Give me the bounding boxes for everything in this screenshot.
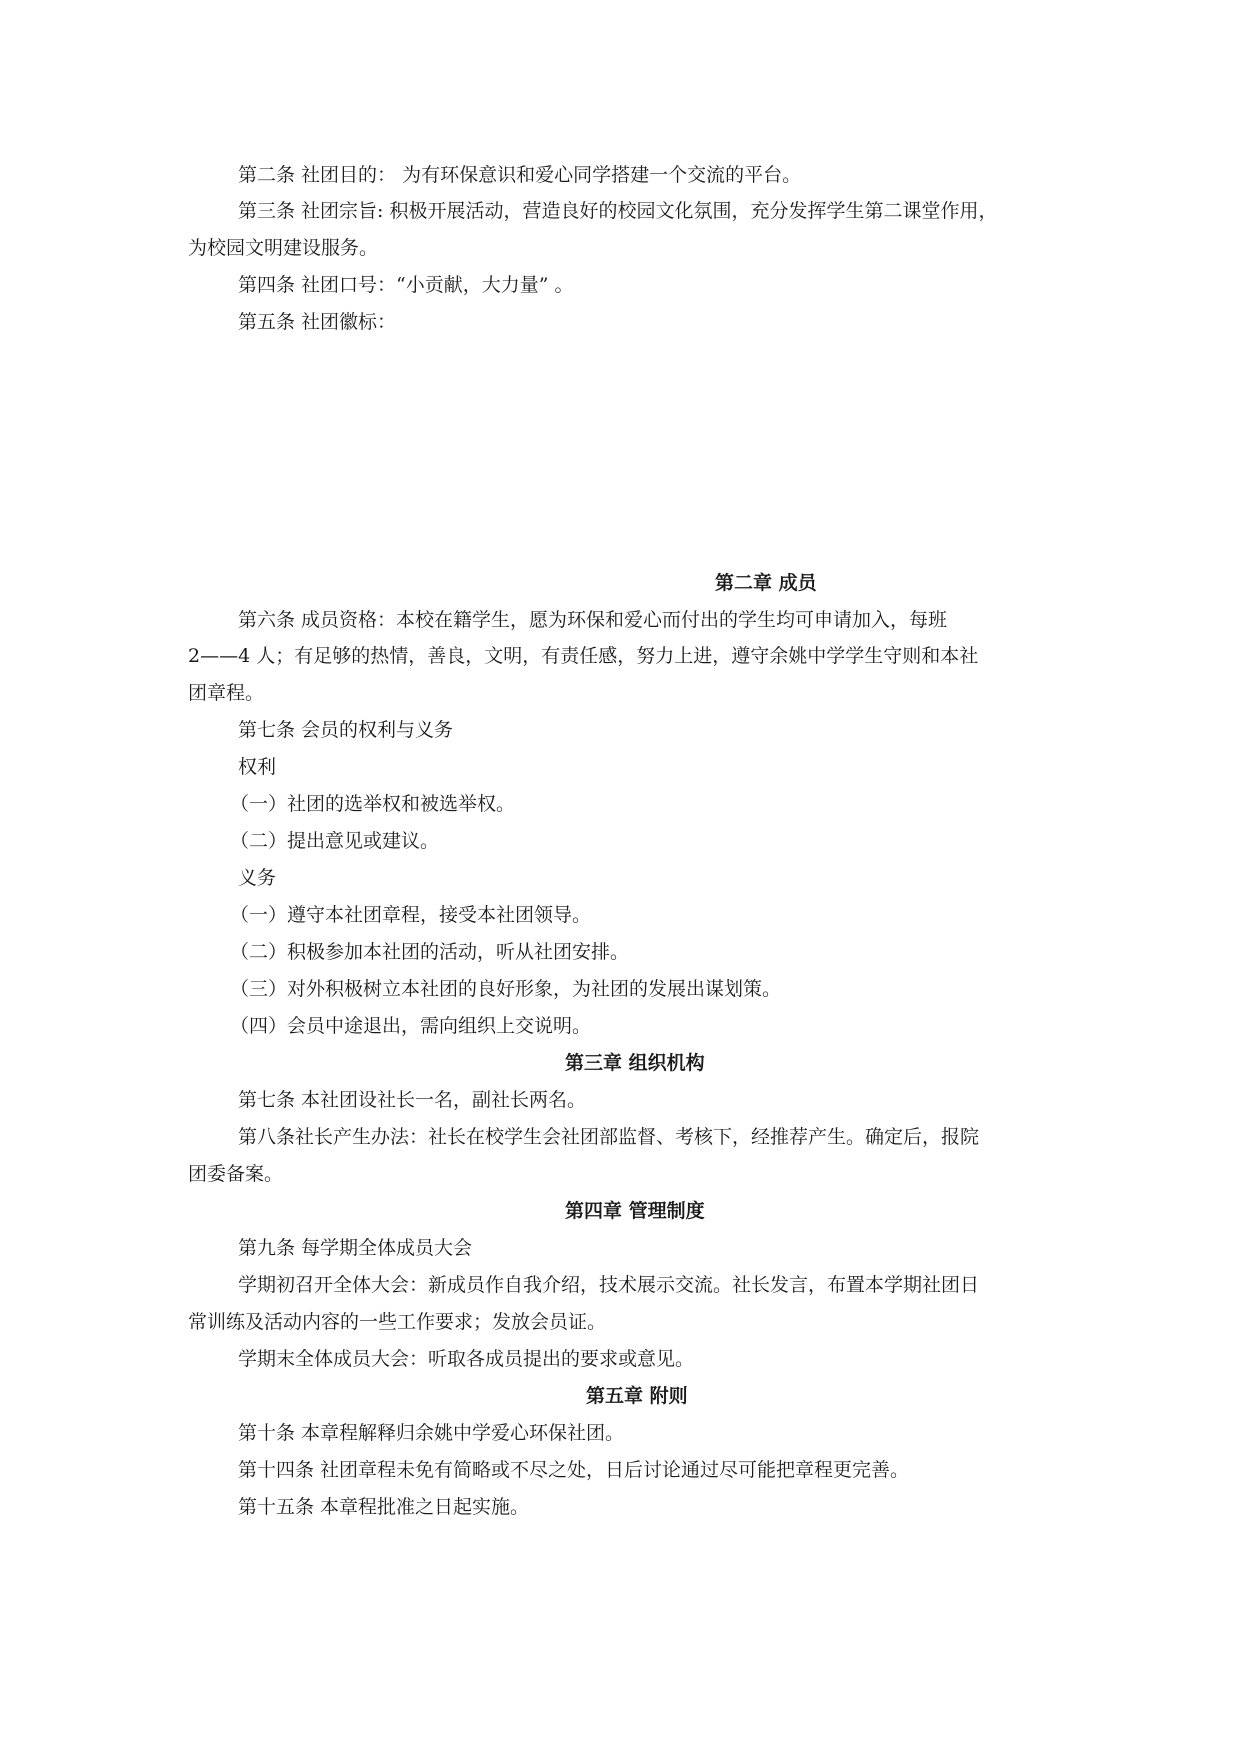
- duties-item-2: （二）积极参加本社团的活动，听从社团安排。: [230, 941, 630, 963]
- chapter-4-heading: 第四章 管理制度: [565, 1200, 705, 1222]
- article-2-text: 第二条 社团目的： 为有环保意识和爱心同学搭建一个交流的平台。: [238, 164, 802, 186]
- article-10-text: 第十条 本章程解释归余姚中学爱心环保社团。: [238, 1422, 625, 1444]
- rights-item-1: （一）社团的选举权和被选举权。: [230, 793, 516, 815]
- chapter-5-heading: 第五章 附则: [586, 1385, 688, 1407]
- chapter-3-heading: 第三章 组织机构: [565, 1052, 705, 1074]
- article-3-continuation: 为校园文明建设服务。: [188, 237, 379, 259]
- duties-label: 义务: [238, 867, 277, 889]
- chapter-2-heading: 第二章 成员: [715, 572, 817, 594]
- rights-label: 权利: [238, 756, 277, 778]
- article-15-text: 第十五条 本章程批准之日起实施。: [238, 1496, 530, 1518]
- article-6-continuation: 2——4 人；有足够的热情，善良，文明，有责任感，努力上进，遵守余姚中学学生守则和本社: [188, 645, 979, 667]
- article-7b-text: 第七条 本社团设社长一名，副社长两名。: [238, 1089, 587, 1111]
- article-6-text: 第六条 成员资格：本校在籍学生，愿为环保和爱心而付出的学生均可申请加入，每班: [238, 609, 948, 631]
- article-5-text: 第五条 社团徽标：: [238, 311, 397, 333]
- article-8-continuation: 团委备案。: [188, 1163, 284, 1185]
- duties-item-4: （四）会员中途退出，需向组织上交说明。: [230, 1015, 592, 1037]
- article-7-text: 第七条 会员的权利与义务: [238, 719, 454, 741]
- duties-item-1: （一）遵守本社团章程，接受本社团领导。: [230, 904, 592, 926]
- article-3-text: 第三条 社团宗旨: 积极开展活动，营造良好的校园文化氛围，充分发挥学生第二课堂作用，: [238, 200, 998, 222]
- term-start-meeting: 学期初召开全体大会：新成员作自我介绍，技术展示交流。社长发言，布置本学期社团日: [238, 1274, 980, 1296]
- article-8-text: 第八条社长产生办法：社长在校学生会社团部监督、考核下，经推荐产生。确定后，报院: [238, 1126, 980, 1148]
- duties-item-3: （三）对外积极树立本社团的良好形象，为社团的发展出谋划策。: [230, 978, 782, 1000]
- term-end-meeting: 学期末全体成员大会：听取各成员提出的要求或意见。: [238, 1348, 695, 1370]
- article-6-end: 团章程。: [188, 682, 265, 704]
- term-start-continuation: 常训练及活动内容的一些工作要求；发放会员证。: [188, 1311, 607, 1333]
- article-14-text: 第十四条 社团章程未免有简略或不尽之处，日后讨论通过尽可能把章程更完善。: [238, 1459, 910, 1481]
- article-9-text: 第九条 每学期全体成员大会: [238, 1237, 473, 1259]
- article-4-text: 第四条 社团口号：“小贡献，大力量” 。: [238, 274, 574, 296]
- rights-item-2: （二）提出意见或建议。: [230, 830, 440, 852]
